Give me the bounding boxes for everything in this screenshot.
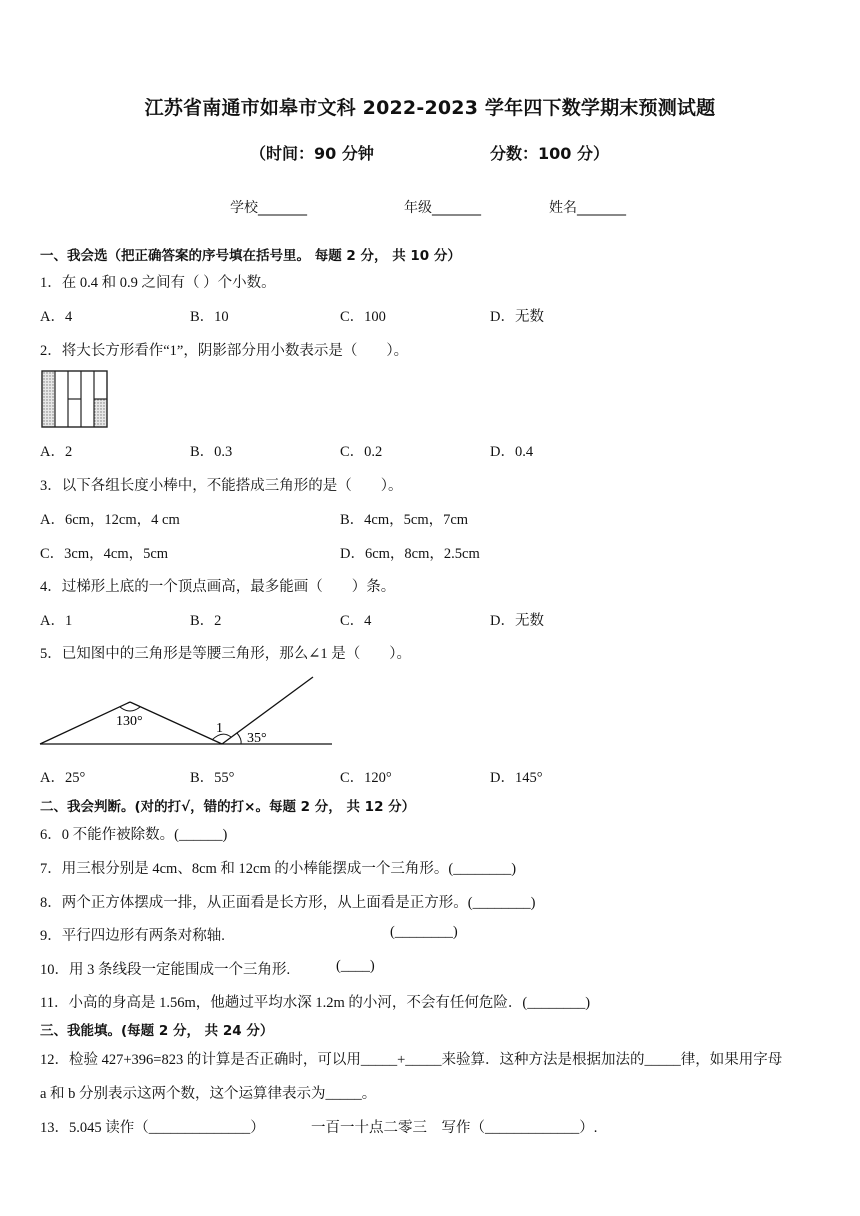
q5-apex-angle-label: 130° xyxy=(116,714,143,729)
page-title: 江苏省南通市如皋市文科 2022-2023 学年四下数学期末预测试题 xyxy=(144,97,716,119)
section-heading-1: 一、我会选（把正确答案的序号填在括号里。 每题 2 分， 共 10 分） xyxy=(40,248,461,264)
q1-option-b: B．10 xyxy=(190,309,229,325)
grade-field: 年级_______ xyxy=(404,200,481,216)
q5-35-degree-label: 35° xyxy=(247,731,267,746)
question-9-blank: (________) xyxy=(390,924,458,940)
question-3: 3．以下各组长度小棒中，不能搭成三角形的是（ ）。 xyxy=(40,478,403,494)
question-10: 10．用 3 条线段一定能围成一个三角形. xyxy=(40,962,291,978)
school-field: 学校_______ xyxy=(230,200,307,216)
q3-option-a: A．6cm，12cm，4 cm xyxy=(40,512,180,528)
q4-option-a: A．1 xyxy=(40,613,73,629)
exam-time: （时间：90 分钟 xyxy=(250,144,374,163)
q4-option-d: D．无数 xyxy=(490,613,544,629)
question-7: 7．用三根分别是 4cm、8cm 和 12cm 的小棒能摆成一个三角形。(________) xyxy=(40,861,517,877)
name-field: 姓名_______ xyxy=(549,200,626,216)
q2-shaded-region xyxy=(42,371,55,427)
question-2: 2．将大长方形看作“1”，阴影部分用小数表示是（ ）。 xyxy=(40,343,409,359)
question-5: 5．已知图中的三角形是等腰三角形，那么∠1 是（ ）。 xyxy=(40,646,412,662)
q1-option-d: D．无数 xyxy=(490,309,544,325)
question-13-part-1: 13．5.045 读作（______________） xyxy=(40,1120,265,1136)
question-10-blank: (____) xyxy=(336,958,375,974)
q2-option-a: A．2 xyxy=(40,444,73,460)
q1-option-c: C．100 xyxy=(340,309,386,325)
question-1: 1．在 0.4 和 0.9 之间有（ ）个小数。 xyxy=(40,275,276,291)
q2-shaded-region xyxy=(94,399,107,427)
q4-option-b: B．2 xyxy=(190,613,222,629)
q5-option-a: A．25° xyxy=(40,770,86,786)
exam-score: 分数：100 分） xyxy=(490,144,609,163)
q3-option-d: D．6cm，8cm，2.5cm xyxy=(340,546,480,562)
q2-rectangle-figure xyxy=(40,369,112,431)
q4-option-c: C．4 xyxy=(340,613,372,629)
question-6: 6．0 不能作被除数。(______) xyxy=(40,827,228,843)
q2-option-b: B．0.3 xyxy=(190,444,233,460)
q5-option-c: C．120° xyxy=(340,770,392,786)
section-heading-2: 二、我会判断。(对的打√，错的打×。每题 2 分， 共 12 分） xyxy=(40,799,416,815)
question-12-line-1: 12．检验 427+396=823 的计算是否正确时，可以用_____+_____来验算．这种方法是根据加法的_____律，如果用字母 xyxy=(40,1052,783,1068)
q5-angle-1-label: 1 xyxy=(216,721,223,736)
question-9: 9．平行四边形有两条对称轴. xyxy=(40,928,225,944)
q2-option-d: D．0.4 xyxy=(490,444,534,460)
q3-option-b: B．4cm，5cm，7cm xyxy=(340,512,469,528)
question-8: 8．两个正方体摆成一排，从正面看是长方形，从上面看是正方形。(________) xyxy=(40,895,536,911)
q5-option-d: D．145° xyxy=(490,770,543,786)
question-11: 11．小高的身高是 1.56m，他趟过平均水深 1.2m 的小河，不会有任何危险．(________) xyxy=(40,995,591,1011)
q5-triangle-figure xyxy=(36,674,336,754)
q1-option-a: A．4 xyxy=(40,309,73,325)
question-13-part-2: 一百一十点二零三 写作（_____________）. xyxy=(311,1120,598,1136)
q2-option-c: C．0.2 xyxy=(340,444,383,460)
question-4: 4．过梯形上底的一个顶点画高，最多能画（ ）条。 xyxy=(40,579,396,595)
q3-option-c: C．3cm，4cm，5cm xyxy=(40,546,169,562)
q5-option-b: B．55° xyxy=(190,770,235,786)
question-12-line-2: a 和 b 分别表示这两个数，这个运算律表示为_____。 xyxy=(40,1086,377,1102)
section-heading-3: 三、我能填。(每题 2 分， 共 24 分） xyxy=(40,1023,274,1039)
